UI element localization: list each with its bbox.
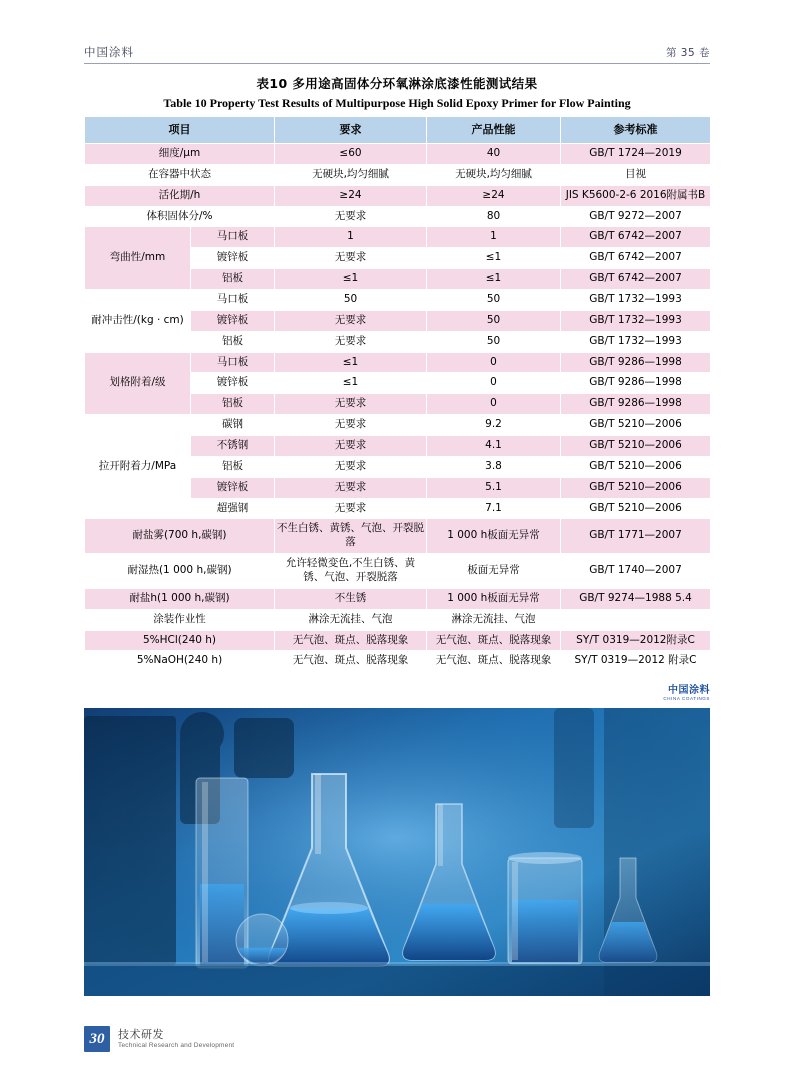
cell-standard: GB/T 5210—2006: [561, 498, 711, 519]
cell-substrate: 碳钢: [191, 415, 275, 436]
cell-requirement: ≤1: [275, 352, 427, 373]
cell-item: 活化期/h: [85, 185, 275, 206]
cell-standard: GB/T 6742—2007: [561, 248, 711, 269]
cell-performance: 1 000 h板面无异常: [427, 519, 561, 554]
cell-standard: GB/T 5210—2006: [561, 477, 711, 498]
cell-requirement: ≤60: [275, 144, 427, 165]
cell-standard: GB/T 5210—2006: [561, 456, 711, 477]
cell-requirement: 1: [275, 227, 427, 248]
table-row: [85, 609, 711, 630]
table-caption-english: Table 10 Property Test Results of Multipurpose High Solid Epoxy Primer for Flow Painting: [163, 96, 631, 110]
table-head: [85, 117, 711, 144]
table-row: [85, 185, 711, 206]
cell-requirement: ≤1: [275, 373, 427, 394]
cell-performance: 5.1: [427, 477, 561, 498]
cell-performance: 无气泡、斑点、脱落现象: [427, 651, 561, 672]
cell-substrate: 镀锌板: [191, 310, 275, 331]
cell-standard: GB/T 9272—2007: [561, 206, 711, 227]
cell-standard: GB/T 9286—1998: [561, 352, 711, 373]
table-caption-chinese: 表10 多用途高固体分环氧淋涂底漆性能测试结果: [256, 76, 538, 91]
cell-item: 耐盐雾(700 h,碳钢): [85, 519, 275, 554]
cell-performance: 50: [427, 310, 561, 331]
cell-performance: 无硬块,均匀细腻: [427, 164, 561, 185]
table-row: [85, 206, 711, 227]
cell-standard: GB/T 1732—1993: [561, 310, 711, 331]
cell-performance: ≥24: [427, 185, 561, 206]
cell-performance: 3.8: [427, 456, 561, 477]
table-row: [85, 630, 711, 651]
footer-section-english: Technical Research and Development: [118, 1041, 235, 1049]
cell-standard: 目视: [561, 164, 711, 185]
cell-standard: SY/T 0319—2012 附录C: [561, 651, 711, 672]
cell-item: 5%NaOH(240 h): [85, 651, 275, 672]
col-header-requirement: 要求: [275, 117, 427, 144]
cell-performance: 7.1: [427, 498, 561, 519]
cell-substrate: 马口板: [191, 352, 275, 373]
cell-substrate: 铝板: [191, 331, 275, 352]
cell-item: 耐冲击性/(kg · cm): [85, 290, 191, 353]
cell-performance: 0: [427, 394, 561, 415]
cell-item: 划格附着/级: [85, 352, 191, 415]
cell-requirement: 允许轻微变色,不生白锈、黄锈、气泡、开裂脱落: [275, 554, 427, 589]
cell-requirement: 无要求: [275, 498, 427, 519]
cell-performance: ≤1: [427, 269, 561, 290]
volume-label: 第 35 卷: [665, 47, 710, 59]
cell-substrate: 铝板: [191, 269, 275, 290]
brand-logo: [663, 686, 710, 701]
cell-standard: SY/T 0319—2012附录C: [561, 630, 711, 651]
cell-standard: GB/T 9286—1998: [561, 373, 711, 394]
property-test-table-wrapper: [84, 116, 710, 672]
cell-performance: 无气泡、斑点、脱落现象: [427, 630, 561, 651]
cell-performance: 40: [427, 144, 561, 165]
cell-performance: 淋涂无流挂、气泡: [427, 609, 561, 630]
photo-illustration: [84, 708, 710, 996]
page-footer: [84, 1022, 710, 1056]
cell-substrate: 马口板: [191, 290, 275, 311]
cell-standard: GB/T 1771—2007: [561, 519, 711, 554]
page-number: 30: [84, 1026, 110, 1052]
cell-performance: ≤1: [427, 248, 561, 269]
table-row: [85, 651, 711, 672]
laboratory-glassware-photo: [84, 708, 710, 996]
cell-requirement: 无要求: [275, 310, 427, 331]
cell-requirement: 不生锈: [275, 588, 427, 609]
cell-standard: GB/T 1740—2007: [561, 554, 711, 589]
cell-performance: 4.1: [427, 436, 561, 457]
cell-requirement: 50: [275, 290, 427, 311]
cell-item: 体积固体分/%: [85, 206, 275, 227]
cell-standard: GB/T 6742—2007: [561, 269, 711, 290]
table-header-row: [85, 117, 711, 144]
cell-requirement: 无要求: [275, 248, 427, 269]
cell-standard: JIS K5600-2-6 2016附属书B: [561, 185, 711, 206]
cell-standard: GB/T 9274—1988 5.4: [561, 588, 711, 609]
cell-standard: GB/T 5210—2006: [561, 436, 711, 457]
col-header-standard: 参考标准: [561, 117, 711, 144]
cell-requirement: 无要求: [275, 456, 427, 477]
table-row: [85, 519, 711, 554]
cell-requirement: 无硬块,均匀细腻: [275, 164, 427, 185]
table-row: [85, 352, 711, 373]
cell-performance: 板面无异常: [427, 554, 561, 589]
cell-substrate: 镀锌板: [191, 477, 275, 498]
cell-requirement: 淋涂无流挂、气泡: [275, 609, 427, 630]
col-header-performance: 产品性能: [427, 117, 561, 144]
cell-performance: 50: [427, 331, 561, 352]
cell-item: 耐湿热(1 000 h,碳钢): [85, 554, 275, 589]
cell-requirement: ≥24: [275, 185, 427, 206]
cell-requirement: 无要求: [275, 394, 427, 415]
col-header-item: 项目: [85, 117, 275, 144]
cell-standard: GB/T 5210—2006: [561, 415, 711, 436]
table-row: [85, 588, 711, 609]
cell-requirement: 无要求: [275, 436, 427, 457]
cell-item: 在容器中状态: [85, 164, 275, 185]
cell-requirement: 无要求: [275, 331, 427, 352]
footer-section-chinese: 技术研发: [118, 1028, 164, 1042]
cell-substrate: 不锈钢: [191, 436, 275, 457]
cell-performance: 80: [427, 206, 561, 227]
cell-requirement: 无气泡、斑点、脱落现象: [275, 651, 427, 672]
cell-standard: GB/T 1724—2019: [561, 144, 711, 165]
table-row: [85, 290, 711, 311]
cell-requirement: 无要求: [275, 415, 427, 436]
table-row: [85, 554, 711, 589]
cell-item: 5%HCl(240 h): [85, 630, 275, 651]
journal-name: 中国涂料: [84, 45, 134, 59]
cell-requirement: ≤1: [275, 269, 427, 290]
cell-requirement: 不生白锈、黄锈、气泡、开裂脱落: [275, 519, 427, 554]
cell-item: 耐盐h(1 000 h,碳钢): [85, 588, 275, 609]
brand-logo-chinese: 中国涂料: [668, 685, 710, 696]
cell-requirement: 无气泡、斑点、脱落现象: [275, 630, 427, 651]
property-test-table: [84, 116, 711, 672]
table-body: [85, 144, 711, 672]
cell-standard: GB/T 6742—2007: [561, 227, 711, 248]
cell-standard: [561, 609, 711, 630]
cell-standard: GB/T 1732—1993: [561, 290, 711, 311]
cell-requirement: 无要求: [275, 477, 427, 498]
table-row: [85, 227, 711, 248]
cell-substrate: 镀锌板: [191, 248, 275, 269]
cell-substrate: 镀锌板: [191, 373, 275, 394]
cell-item: 细度/μm: [85, 144, 275, 165]
cell-standard: GB/T 1732—1993: [561, 331, 711, 352]
footer-section: [118, 1029, 234, 1049]
table-row: [85, 164, 711, 185]
brand-logo-english: CHINA COATINGS: [663, 695, 710, 701]
table-row: [85, 144, 711, 165]
cell-performance: 9.2: [427, 415, 561, 436]
cell-performance: 0: [427, 352, 561, 373]
cell-substrate: 铝板: [191, 456, 275, 477]
cell-item: 弯曲性/mm: [85, 227, 191, 290]
cell-performance: 0: [427, 373, 561, 394]
cell-requirement: 无要求: [275, 206, 427, 227]
cell-item: 涂装作业性: [85, 609, 275, 630]
cell-substrate: 马口板: [191, 227, 275, 248]
cell-performance: 50: [427, 290, 561, 311]
cell-item: 拉开附着力/MPa: [85, 415, 191, 519]
cell-substrate: 铝板: [191, 394, 275, 415]
table-row: [85, 415, 711, 436]
running-head: [84, 42, 710, 64]
cell-performance: 1 000 h板面无异常: [427, 588, 561, 609]
cell-substrate: 超强钢: [191, 498, 275, 519]
cell-performance: 1: [427, 227, 561, 248]
cell-standard: GB/T 9286—1998: [561, 394, 711, 415]
